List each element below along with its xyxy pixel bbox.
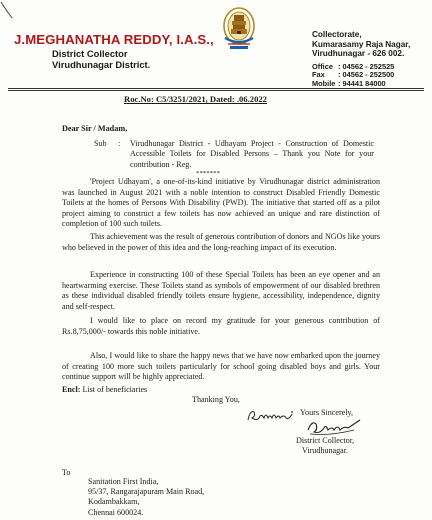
handwritten-regards [246,404,296,428]
body-paragraph: 'Project Udhayam', a one-of-its-kind initiative by Virudhunagar district administration was launched in August 2021 with a noble intention to construct Disabled Friendly Domestic Toilets at the homes of Persons With Disability (PWD). The initiative that started off as a pilot project aiming to construct a few toilets has now achieved an unique and rare distinction of completion of 100 such toilets. [62,177,380,229]
contact-block [312,63,430,89]
signatory-block [296,436,354,457]
recipient-line: Kodambakkam, [88,497,140,507]
recipient-to-label: To [62,468,71,477]
subject-label: Sub [94,139,107,148]
body-paragraph: I would like to place on record my gratitude for your generous contribution of Rs.8,75,000/- towards this noble initiative. [62,316,380,336]
enclosure-label: Encl: [62,385,81,394]
officer-district: Virudhunagar District. [52,59,151,70]
contact-label: Fax [312,70,325,80]
contact-value: : 04562 - 252525 [338,61,395,71]
corner-pen-mark [0,0,20,24]
officer-title: District Collector [52,48,128,59]
contact-value: : 04562 - 252500 [338,70,395,80]
header-divider [8,90,424,91]
enclosure [62,385,147,394]
separator: ******* [196,170,221,177]
body-paragraph: This achievement was the result of generous contribution of donors and NGOs like yours who believed in the power of this idea and the long-reaching impact of its execution. [62,232,380,252]
subject-colon: : [118,139,121,148]
address-line: Virudhunagar - 626 002. [312,49,405,59]
body-paragraph: Experience in constructing 100 of these Special Toilets has been an eye opener and an heartwarming exercise. These Toilets stand as symbols of empowerment of our disabled brethren as these individual disabled friendly toilets ensure hygiene, accessibility, independence, dignity and self-respect. [62,270,380,311]
reference-number: Roc.No: C5/3251/2021, Dated: .06.2022 [124,94,267,104]
recipient-address [88,477,204,518]
address-line: Collectorate, [312,30,362,39]
letterhead-right [312,30,430,89]
recipient-line: Chennai 600024. [88,507,144,517]
recipient-line: Sanitation First India, [88,477,159,486]
government-emblem-icon [222,6,256,52]
contact-label: Mobile [312,78,336,88]
signatory-title: District Collector, [296,436,355,445]
signature [304,416,364,438]
signatory-place: Virudhunagar. [302,446,349,456]
recipient-line: 95/37, Rangarajapuram Main Road, [88,487,205,497]
officer-name: J.MEGHANATHA REDDY, I.A.S., [14,32,214,47]
body-paragraph: Also, I would like to share the happy news that we have now embarked upon the journey of creating 100 more such toilets particularly for school going disabled boys and girls. Your continue support will be highly appreciated. [62,351,380,382]
closing: Thanking You, [192,395,240,404]
sign-off: Yours Sincerely, [300,408,354,417]
enclosure-text: List of beneficiaries [82,385,148,394]
contact-value: : 94441 84000 [338,78,386,88]
subject-text: Virudhunagar District - Udhayam Project - Construction of Domestic Accessible Toilets for Disabled Persons – Thank you Note for your contribution - Reg. [130,139,374,169]
contact-label: Office [312,61,333,71]
address-line: Kumarasamy Raja Nagar, [312,39,411,49]
salutation: Dear Sir / Madam, [62,124,128,133]
header-divider [8,88,424,89]
letterhead-left [14,32,214,70]
